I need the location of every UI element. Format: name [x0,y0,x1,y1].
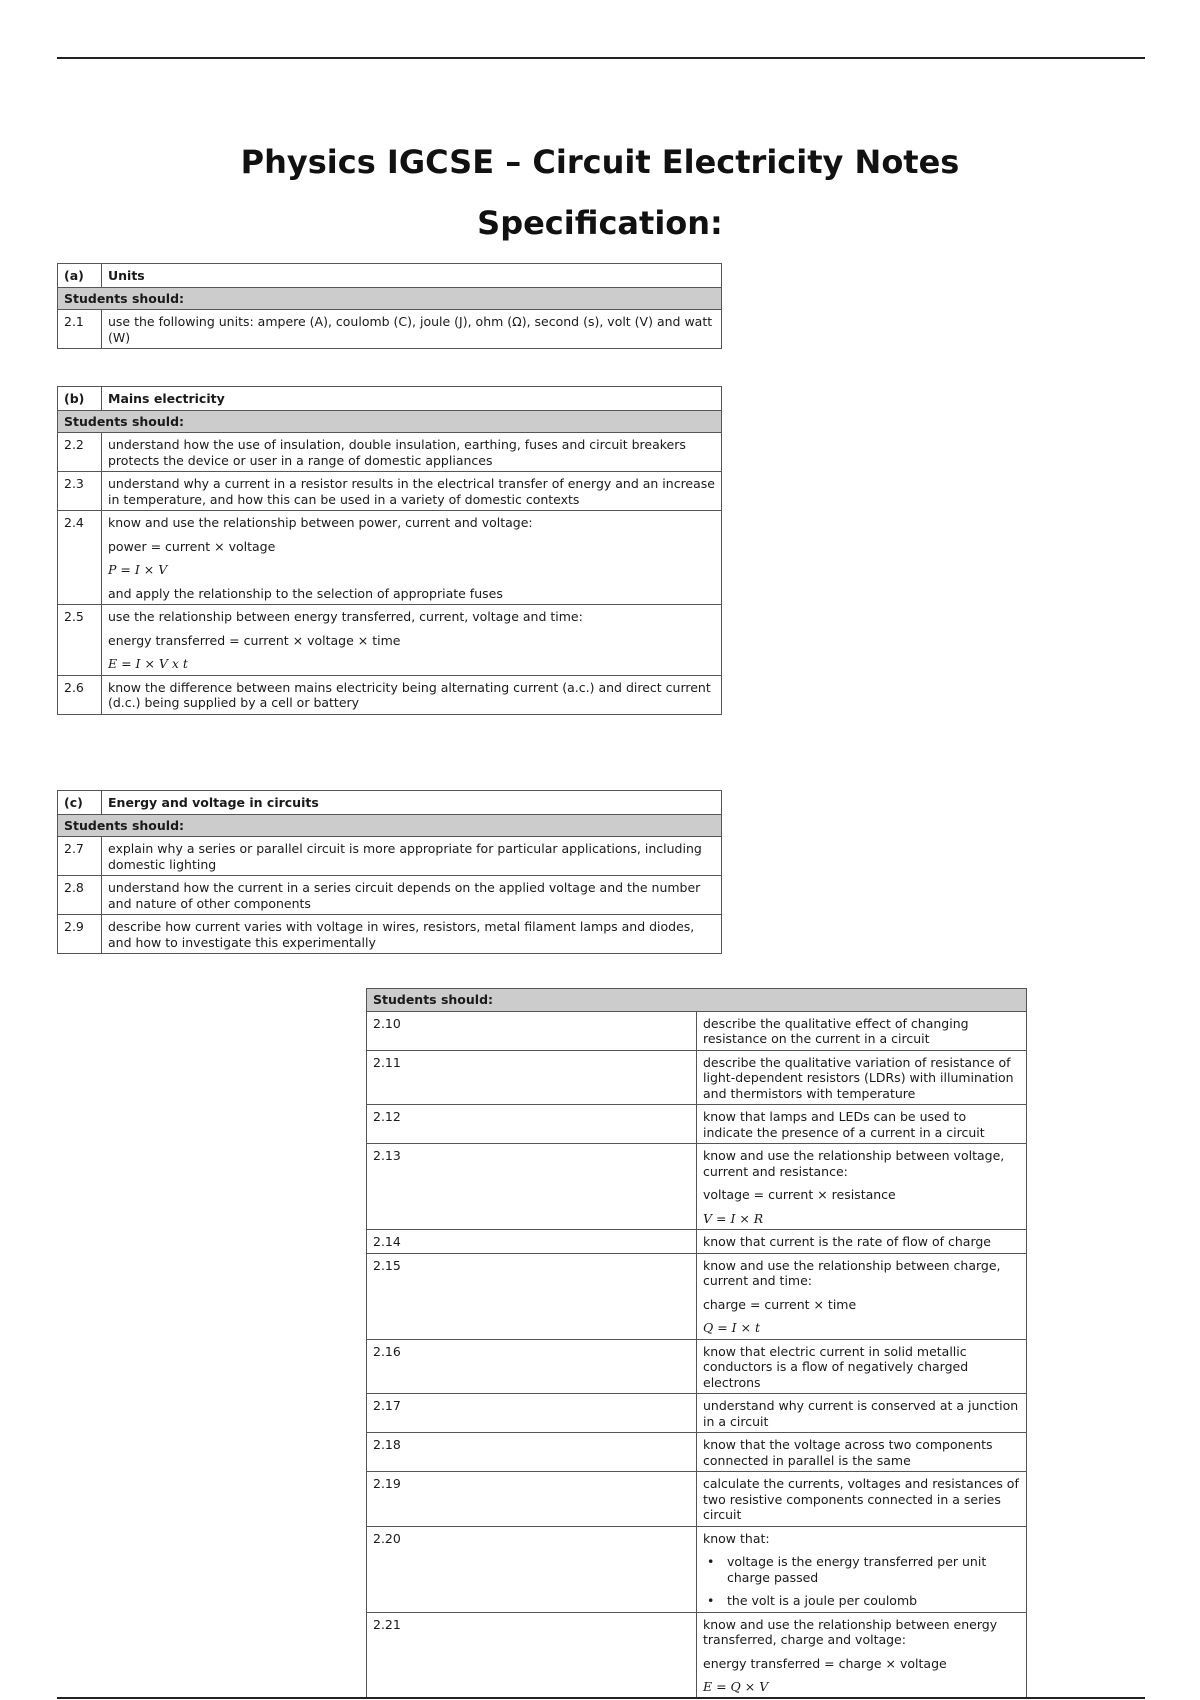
spec-number: 2.14 [367,1230,697,1254]
spec-text: know and use the relationship between power, current and voltage: [108,515,533,530]
symbol-equation: P = I × V [108,562,168,577]
section-title: Energy and voltage in circuits [102,791,722,815]
spec-number: 2.3 [58,472,102,511]
spec-text: describe the qualitative variation of resistance of light-dependent resistors (LDRs) with illumination and thermistors with temperature [697,1050,1027,1105]
students-should-label: Students should: [367,989,1027,1012]
table-row [58,511,722,605]
students-should-row [367,989,1027,1012]
section-title: Units [102,264,722,288]
table-row [367,1144,1027,1230]
symbol-equation: Q = I × t [703,1320,761,1335]
spec-cell [697,1526,1027,1612]
table-row [58,876,722,915]
spec-number: 2.16 [367,1339,697,1394]
table-row [58,915,722,954]
spec-table-energy-voltage [57,790,722,954]
spec-number: 2.5 [58,605,102,676]
table-row [58,472,722,511]
spec-number: 2.15 [367,1253,697,1339]
table-row [58,605,722,676]
word-equation: energy transferred = current × voltage × time [108,632,401,648]
table-row [367,1105,1027,1144]
table-row [58,675,722,714]
students-should-label: Students should: [58,410,722,433]
spec-text: know and use the relationship between voltage, current and resistance: [703,1148,1005,1179]
spec-table-mains-electricity [57,386,722,715]
table-row [58,310,722,349]
table-row [367,1472,1027,1527]
section-header [58,387,722,411]
table-row [367,1339,1027,1394]
spec-text: know that the voltage across two components connected in parallel is the same [697,1433,1027,1472]
spec-text: calculate the currents, voltages and resistances of two resistive components connected in a series circuit [697,1472,1027,1527]
students-should-row [58,410,722,433]
spec-text: know and use the relationship between energy transferred, charge and voltage: [703,1616,998,1647]
spec-number: 2.1 [58,310,102,349]
spec-number: 2.7 [58,837,102,876]
spec-text: know that electric current in solid metallic conductors is a flow of negatively charged electrons [697,1339,1027,1394]
top-rule [57,57,1145,59]
table-row [367,1433,1027,1472]
spec-text: understand how the current in a series circuit depends on the applied voltage and the number and nature of other components [102,876,722,915]
spec-number: 2.18 [367,1433,697,1472]
spec-number: 2.20 [367,1526,697,1612]
spec-text: describe the qualitative effect of changing resistance on the current in a circuit [697,1011,1027,1050]
spec-text: know that: [703,1530,770,1546]
symbol-equation: V = I × R [703,1210,764,1226]
table-row [58,433,722,472]
spec-text: describe how current varies with voltage in wires, resistors, metal filament lamps and diodes, and how to investigate this experimentally [102,915,722,954]
spec-number: 2.19 [367,1472,697,1527]
bullet-icon: • [707,1554,715,1569]
table-row [367,1230,1027,1254]
section-label: (b) [58,387,102,411]
spec-number: 2.10 [367,1011,697,1050]
spec-number: 2.13 [367,1144,697,1230]
spec-text: use the relationship between energy transferred, current, voltage and time: [108,609,583,624]
word-equation: power = current × voltage [108,538,276,554]
bullet-item [703,1593,1020,1609]
bottom-rule [57,1697,1145,1699]
spec-table-units [57,263,722,349]
spec-text: use the following units: ampere (A), coulomb (C), joule (J), ohm (Ω), second (s), volt (V) and watt (W) [102,310,722,349]
spec-number: 2.8 [58,876,102,915]
word-equation: charge = current × time [703,1296,857,1312]
spec-text: understand how the use of insulation, double insulation, earthing, fuses and circuit breakers protects the device or user in a range of domestic appliances [102,433,722,472]
table-row [58,837,722,876]
spec-cell [697,1253,1027,1339]
spec-text: know the difference between mains electricity being alternating current (a.c.) and direct current (d.c.) being supplied by a cell or battery [102,675,722,714]
page-subtitle: Specification: [477,204,723,242]
spec-text-continued: and apply the relationship to the selection of appropriate fuses [108,585,503,601]
table-row [367,1253,1027,1339]
bullet-icon: • [707,1593,715,1608]
bullet-text: voltage is the energy transferred per unit charge passed [727,1554,987,1585]
spec-number: 2.12 [367,1105,697,1144]
page-title: Physics IGCSE – Circuit Electricity Notes [240,143,960,181]
spec-number: 2.9 [58,915,102,954]
spec-number: 2.2 [58,433,102,472]
symbol-equation: E = I × V x t [108,656,188,671]
spec-text: understand why current is conserved at a junction in a circuit [697,1394,1027,1433]
spec-cell [102,511,722,605]
spec-number: 2.17 [367,1394,697,1433]
spec-text: know that current is the rate of flow of charge [697,1230,1027,1254]
students-should-label: Students should: [58,814,722,837]
bullet-item [703,1554,1020,1585]
section-label: (c) [58,791,102,815]
spec-cell [102,605,722,676]
spec-cell [697,1144,1027,1230]
table-row [367,1394,1027,1433]
students-should-row [58,814,722,837]
table-row [367,1612,1027,1698]
word-equation: energy transferred = charge × voltage [703,1655,947,1671]
table-row [367,1011,1027,1050]
spec-number: 2.4 [58,511,102,605]
spec-text: know that lamps and LEDs can be used to indicate the presence of a current in a circuit [697,1105,1027,1144]
spec-table-energy-voltage-continued [366,988,1027,1699]
symbol-equation: E = Q × V [703,1679,769,1694]
table-row [367,1526,1027,1612]
bullet-text: the volt is a joule per coulomb [727,1593,918,1608]
students-should-label: Students should: [58,287,722,310]
section-header [58,791,722,815]
spec-text: know and use the relationship between charge, current and time: [703,1257,1001,1288]
spec-text: explain why a series or parallel circuit is more appropriate for particular applications, including domestic lighting [102,837,722,876]
spec-cell [697,1612,1027,1698]
spec-number: 2.21 [367,1612,697,1698]
spec-number: 2.6 [58,675,102,714]
spec-number: 2.11 [367,1050,697,1105]
section-title: Mains electricity [102,387,722,411]
students-should-row [58,287,722,310]
spec-text: understand why a current in a resistor results in the electrical transfer of energy and an increase in temperature, and how this can be used in a variety of domestic contexts [102,472,722,511]
section-label: (a) [58,264,102,288]
word-equation: voltage = current × resistance [703,1187,896,1202]
table-row [367,1050,1027,1105]
section-header [58,264,722,288]
